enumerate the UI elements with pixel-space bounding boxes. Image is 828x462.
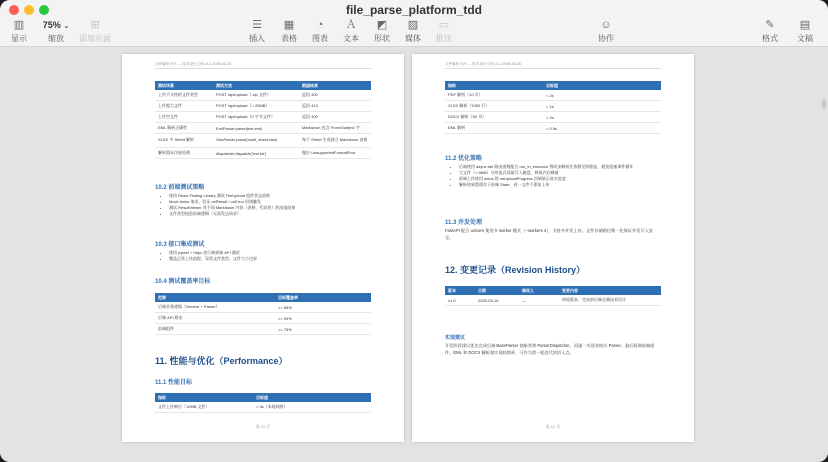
insert-label: 插入 bbox=[249, 34, 265, 43]
implementation-tip-heading: 实现建议 bbox=[445, 335, 466, 341]
table-cell: < 2s bbox=[543, 112, 661, 123]
media-button[interactable] bbox=[402, 18, 424, 44]
paintbrush-icon: ✎ bbox=[765, 19, 775, 31]
section-heading-11: 11. 性能与优化（Performance） bbox=[155, 356, 288, 366]
table-cell: 返回 400 bbox=[299, 112, 371, 123]
performance-metric-table bbox=[445, 81, 661, 134]
window-title: file_parse_platform_tdd bbox=[345, 3, 483, 17]
table-cell: < 2s bbox=[543, 90, 661, 101]
add-page-icon: ⊞ bbox=[90, 19, 100, 31]
table-row bbox=[155, 134, 371, 148]
table-cell: < 3s（本地网络） bbox=[253, 402, 371, 413]
table-cell: POST /api/upload（> 20MB） bbox=[213, 101, 299, 112]
table-row bbox=[445, 295, 661, 306]
list-item: • 后端使用 async def 路由函数配合 run_in_executor 将同步解析任务移至线程池，避免阻塞事件循环 bbox=[459, 164, 661, 170]
list-item: • 覆盖正常上传流程、异常文件类型、文件大小边界 bbox=[169, 256, 371, 262]
table-cell: POST /api/upload（.zip 文件） bbox=[213, 90, 299, 101]
table-row bbox=[155, 90, 371, 101]
zoom-dropdown[interactable] bbox=[38, 18, 74, 44]
page-footer: 第 11 页 bbox=[255, 424, 271, 429]
text-button[interactable] bbox=[340, 18, 362, 44]
page-header: 文件解析平台 — 技术设计文档 v1.2 2026-03-16 bbox=[445, 62, 521, 66]
table-header: 版本 bbox=[445, 286, 475, 295]
revision-history-table bbox=[445, 286, 661, 306]
section-heading-11-3: 11.3 并发处理 bbox=[445, 220, 483, 226]
comment-icon: ▭ bbox=[438, 19, 450, 31]
table-cell: 返回 400 bbox=[299, 90, 371, 101]
table-cell: EML 解析正确性 bbox=[155, 123, 213, 134]
format-label: 格式 bbox=[762, 34, 778, 43]
table-cell: EmlParser.parse(test.eml) bbox=[213, 123, 299, 134]
table-cell: DOCX 解析（50 页） bbox=[445, 112, 543, 123]
table-row bbox=[445, 123, 661, 134]
document-button[interactable] bbox=[794, 18, 816, 44]
table-cell: 后端业务逻辑（Service + Parser） bbox=[155, 302, 275, 313]
chart-label: 图表 bbox=[312, 34, 328, 43]
table-cell: 每个 Sheet 生成独立 Markdown 表格 bbox=[299, 134, 371, 148]
table-cell: 上传超大文件 bbox=[155, 101, 213, 112]
table-header: 修改人 bbox=[519, 286, 559, 295]
page-header: 文件解析平台 — 技术设计文档 v1.2 2026-03-16 bbox=[155, 62, 231, 66]
table-cell: dispatcher.dispatch('test.txt') bbox=[213, 148, 299, 159]
page-12[interactable] bbox=[412, 54, 694, 442]
vertical-scrollbar[interactable] bbox=[822, 99, 826, 109]
shape-button[interactable] bbox=[371, 18, 393, 44]
table-cell: XlsxParser.parse(multi_sheet.xlsx) bbox=[213, 134, 299, 148]
table-cell: >= 75% bbox=[275, 324, 371, 335]
table-row bbox=[155, 402, 371, 413]
document-icon: ▤ bbox=[799, 19, 811, 31]
table-cell: 初始版本，完成前后端全量技术设计 bbox=[559, 295, 661, 306]
table-icon: ▦ bbox=[283, 19, 295, 31]
insert-button[interactable] bbox=[246, 18, 268, 44]
text-label: 文本 bbox=[343, 34, 359, 43]
table-row bbox=[155, 324, 371, 335]
optimization-list bbox=[451, 164, 661, 188]
add-page-label: 添加页面 bbox=[79, 34, 111, 43]
chart-button[interactable] bbox=[309, 18, 331, 44]
section-heading-10-4: 10.4 测试覆盖率目标 bbox=[155, 279, 211, 285]
table-header: 目标覆盖率 bbox=[275, 293, 371, 302]
table-cell: v1.0 bbox=[445, 295, 475, 306]
format-button[interactable] bbox=[759, 18, 781, 44]
table-header: 指标 bbox=[445, 81, 543, 90]
view-button[interactable] bbox=[8, 18, 30, 44]
list-item: • 解析结果暂缓存于前端 State，同一文件不重复上传 bbox=[459, 182, 661, 188]
add-page-button[interactable] bbox=[78, 18, 112, 44]
table-cell: 文件上传响应（10MB 文件） bbox=[155, 402, 253, 413]
collaborate-button[interactable] bbox=[594, 18, 618, 44]
table-cell: 抛出 UnsupportedFormatError bbox=[299, 148, 371, 159]
section-heading-10-3: 10.3 接口集成测试 bbox=[155, 242, 205, 248]
toolbar bbox=[0, 0, 828, 47]
section-heading-11-1: 11.1 性能目标 bbox=[155, 380, 193, 386]
table-cell: >= 90% bbox=[275, 313, 371, 324]
table-cell: POST /api/upload（0 字节文件） bbox=[213, 112, 299, 123]
table-header: 期望结果 bbox=[299, 81, 371, 90]
table-label: 表格 bbox=[281, 34, 297, 43]
table-cell: — bbox=[519, 295, 559, 306]
table-cell: < 0.5s bbox=[543, 123, 661, 134]
table-row bbox=[155, 123, 371, 134]
list-item: • 大文件（> 5MB）分块流式读取写入磁盘，降低内存峰值 bbox=[459, 170, 661, 176]
table-cell: XLSX 解析（1000 行） bbox=[445, 101, 543, 112]
table-header: 变更内容 bbox=[559, 286, 661, 295]
comment-button[interactable] bbox=[433, 18, 455, 44]
table-header: 目标值 bbox=[253, 393, 371, 402]
chevron-down-icon: ⌄ bbox=[63, 23, 70, 30]
table-cell: 上传不支持的文件类型 bbox=[155, 90, 213, 101]
list-item: • 使用 React Testing Library 测试 FileUpload 组件状态流转 bbox=[169, 193, 371, 199]
table-button[interactable] bbox=[278, 18, 300, 44]
table-header: 范围 bbox=[155, 293, 275, 302]
table-cell: 上传空文件 bbox=[155, 112, 213, 123]
chart-icon: ◔ bbox=[316, 19, 324, 31]
table-header: 测试场景 bbox=[155, 81, 213, 90]
concurrency-paragraph: FastAPI 配合 uvicorn 使用多 worker 模式（--workers 4），支持多并发上传。文件存储路径唯一化保证并发写入安全。 bbox=[445, 228, 653, 240]
table-cell: EML 解析 bbox=[445, 123, 543, 134]
table-row bbox=[155, 313, 371, 324]
implementation-tip-paragraph: 开发阶段建议优先完成后端 BaseParser 抽象类和 ParserDispatcher，再逐一实现各格式 Parser。最后联调前端组件。EML 和 DOCX 解析器实现较简单，可作为第一轮迭代的切入点。 bbox=[445, 343, 655, 355]
document-label: 文稿 bbox=[797, 34, 813, 43]
table-header: 日期 bbox=[475, 286, 519, 295]
zoom-label: 缩放 bbox=[48, 34, 64, 43]
section-heading-10-2: 10.2 前端测试策略 bbox=[155, 185, 205, 191]
text-box-icon: Ａ bbox=[345, 19, 357, 31]
table-cell: PDF 解析（10 页） bbox=[445, 90, 543, 101]
collaborate-icon: ☺ bbox=[600, 19, 612, 31]
list-item: • Mock Axios 请求，验证 onResult / onError 回调触发 bbox=[169, 199, 371, 205]
coverage-table bbox=[155, 293, 371, 335]
collaborate-label: 协作 bbox=[598, 34, 614, 43]
table-row bbox=[155, 302, 371, 313]
header-divider bbox=[445, 68, 661, 69]
integration-test-list bbox=[161, 250, 371, 262]
table-row bbox=[445, 112, 661, 123]
table-row bbox=[155, 101, 371, 112]
test-scenario-table bbox=[155, 81, 371, 159]
table-cell: Markdown 包含 From/Subject 字 bbox=[299, 123, 371, 134]
performance-target-table bbox=[155, 393, 371, 413]
insert-list-icon: ☰ bbox=[252, 19, 262, 31]
list-item: • 文件类型校验前端逻辑（无需发送请求） bbox=[169, 211, 371, 217]
frontend-test-list bbox=[161, 193, 371, 217]
table-header: 测试方法 bbox=[213, 81, 299, 90]
table-row bbox=[155, 112, 371, 123]
table-cell: 后端 API 路由 bbox=[155, 313, 275, 324]
table-row bbox=[155, 148, 371, 159]
media-icon: ▨ bbox=[407, 19, 419, 31]
list-item: • 测试 ResultViewer 对不同 Markdown 内容（表格、代码块）的渲染结果 bbox=[169, 205, 371, 211]
header-divider bbox=[155, 68, 371, 69]
table-cell: >= 85% bbox=[275, 302, 371, 313]
table-cell: 2026-03-16 bbox=[475, 295, 519, 306]
table-cell: 前端组件 bbox=[155, 324, 275, 335]
list-item: • 前端上传使用 axios 的 onUploadProgress 回调展示真实进度 bbox=[459, 176, 661, 182]
comment-label: 批注 bbox=[436, 34, 452, 43]
section-heading-11-2: 11.2 优化策略 bbox=[445, 156, 483, 162]
list-item: • 使用 pytest + httpx 进行端到端 API 测试 bbox=[169, 250, 371, 256]
view-label: 显示 bbox=[11, 34, 27, 43]
table-row bbox=[445, 101, 661, 112]
table-header: 指标 bbox=[155, 393, 253, 402]
page-footer: 第 12 页 bbox=[545, 424, 561, 429]
sidebar-icon: ▥ bbox=[13, 19, 25, 31]
shape-icon: ◩ bbox=[376, 19, 388, 31]
zoom-value: 75% ⌄ bbox=[42, 20, 70, 30]
table-row bbox=[445, 90, 661, 101]
media-label: 媒体 bbox=[405, 34, 421, 43]
section-heading-12: 12. 变更记录（Revision History） bbox=[445, 265, 586, 275]
page-11[interactable] bbox=[122, 54, 404, 442]
table-header: 目标值 bbox=[543, 81, 661, 90]
shape-label: 形状 bbox=[374, 34, 390, 43]
table-cell: < 1s bbox=[543, 101, 661, 112]
table-cell: XLSX 多 Sheet 解析 bbox=[155, 134, 213, 148]
table-cell: 返回 413 bbox=[299, 101, 371, 112]
table-cell: 解析器未注册处理 bbox=[155, 148, 213, 159]
